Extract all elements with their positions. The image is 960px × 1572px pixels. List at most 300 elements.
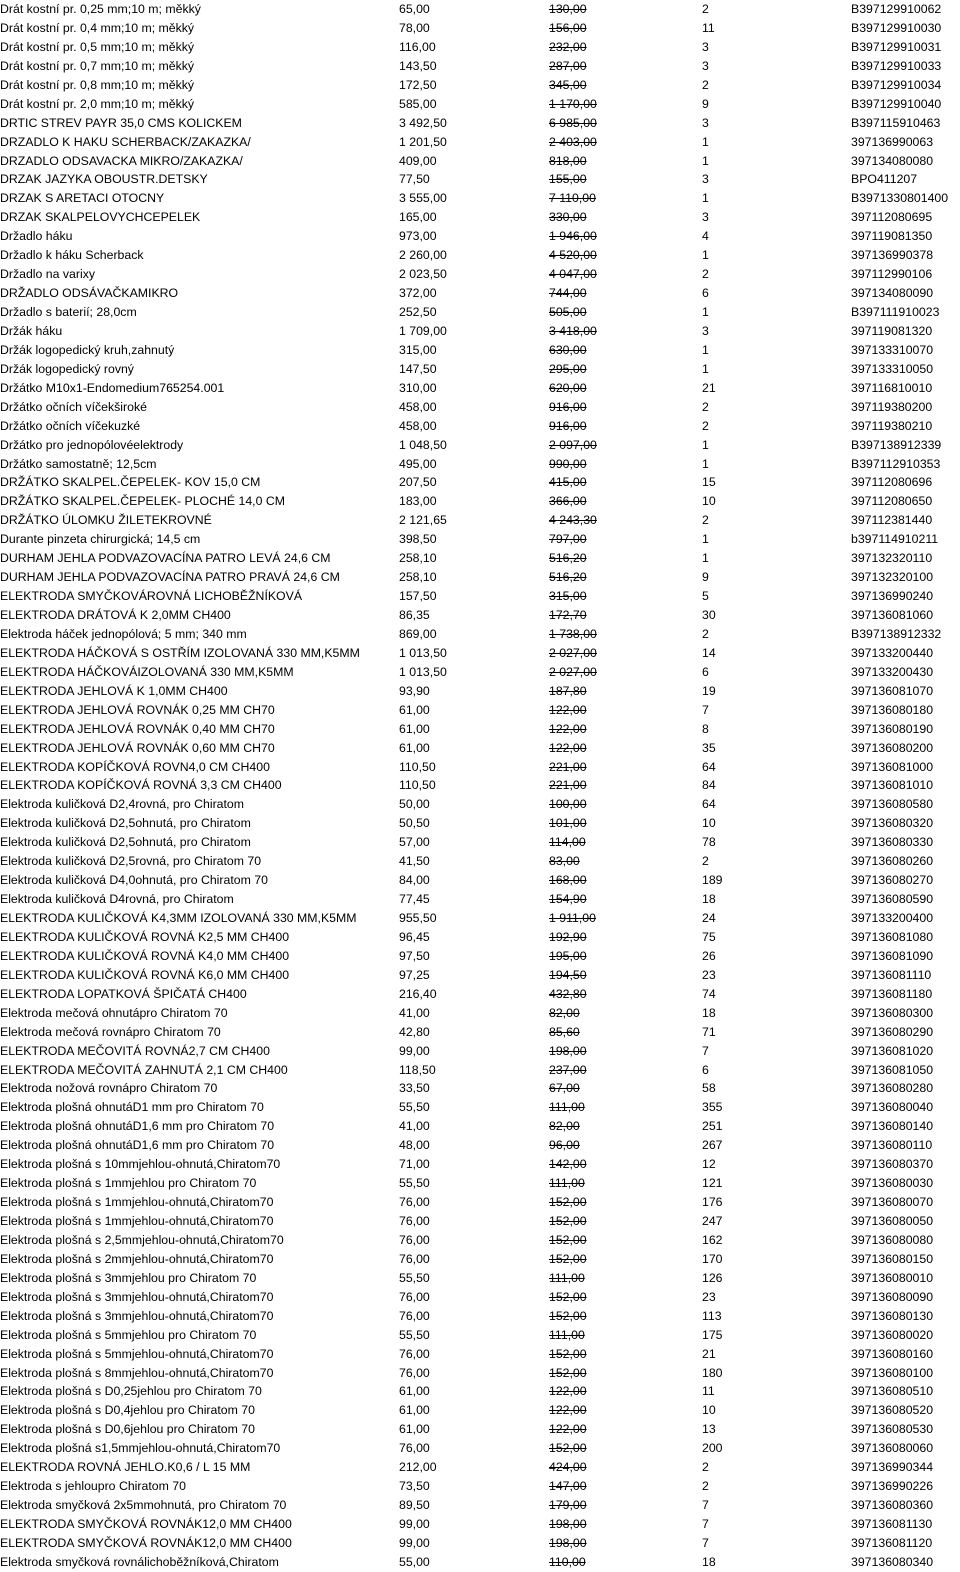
original-price: 366,00 [549,494,587,509]
product-code: 397119081320 [851,323,933,338]
product-code: 397119380200 [851,399,933,414]
price: 310,00 [399,380,437,395]
item-name: DRZAK JAZYKA OBOUSTR.DETSKY [0,172,208,187]
original-price: 168,00 [549,873,587,888]
original-price: 110,00 [549,1554,586,1569]
quantity: 6 [702,286,709,301]
quantity: 2 [702,1460,709,1475]
price: 55,50 [399,1176,430,1191]
product-code: 397133200400 [851,911,934,925]
quantity: 2 [702,626,709,641]
product-code: 397136080360 [851,1498,934,1513]
price: 372,00 [399,286,437,301]
product-code: 397112080696 [851,475,933,490]
item-name: Držadlo s baterií; 28,0cm [0,305,137,319]
quantity: 12 [702,1157,716,1172]
original-price: 797,00 [549,532,587,547]
quantity: 24 [702,911,716,925]
original-price: 154,90 [549,892,587,907]
quantity: 9 [702,96,709,111]
price: 61,00 [399,1422,430,1437]
quantity: 18 [702,1554,716,1569]
quantity: 180 [702,1365,723,1380]
quantity: 23 [702,1289,716,1304]
original-price: 111,00 [549,1270,585,1285]
item-name: Elektroda plošná ohnutáD1 mm pro Chiratom 70 [0,1100,264,1115]
original-price: 198,00 [549,1043,587,1058]
item-name: Držadlo háku [0,229,73,244]
table-row [0,1212,960,1231]
product-code: B397129910034 [851,77,942,92]
product-code: 397136080520 [851,1403,934,1418]
table-row [0,114,960,133]
product-code: B397129910033 [851,58,942,73]
table-row [0,833,960,852]
price: 315,00 [399,342,437,357]
table-row [0,776,960,795]
product-code: B397115910463 [851,115,941,130]
table-row [0,19,960,38]
original-price: 198,00 [549,1535,587,1550]
item-name: Drát kostní pr. 2,0 mm;10 m; měkký [0,96,195,111]
table-row [0,379,960,398]
item-name: ELEKTRODA HÁČKOVÁ S OSTŘÍM IZOLOVANÁ 330 MM,K5MM [0,645,360,660]
product-code: 397136080200 [851,740,934,755]
table-row [0,549,960,568]
quantity: 13 [702,1422,716,1437]
quantity: 1 [702,456,709,471]
original-price: 2 097,00 [549,437,597,452]
table-row [0,1042,960,1061]
item-name: Držadlo na varixy [0,267,95,282]
table-row [0,1023,960,1042]
price: 2 023,50 [399,267,447,282]
quantity: 19 [702,683,716,698]
product-code: 397112080695 [851,210,933,225]
product-code: B397111910023 [851,305,940,319]
price: 147,50 [399,361,437,376]
original-price: 122,00 [549,1384,587,1399]
original-price: 916,00 [549,399,587,414]
table-row [0,1155,960,1174]
table-row [0,284,960,303]
price: 61,00 [399,702,430,717]
table-row [0,492,960,511]
price: 61,00 [399,1384,430,1399]
original-price: 198,00 [549,1517,587,1531]
item-name: Elektroda plošná ohnutáD1,6 mm pro Chiratom 70 [0,1119,275,1134]
item-name: Elektroda kuličková D2,5ohnutá, pro Chiratom [0,835,251,850]
quantity: 11 [702,20,715,35]
quantity: 2 [702,267,709,282]
table-row [0,1534,960,1553]
item-name: Elektroda plošná s D0,6jehlou pro Chiratom 70 [0,1422,255,1437]
quantity: 189 [702,873,723,888]
product-code: B397112910353 [851,456,941,471]
quantity: 7 [702,1517,709,1531]
quantity: 2 [702,1479,709,1494]
table-row [0,985,960,1004]
product-code: 397119380210 [851,418,933,433]
original-price: 990,00 [549,456,587,471]
table-row [0,1553,960,1572]
item-name: Elektroda plošná s 2mmjehlou-ohnutá,Chiratom70 [0,1251,274,1266]
quantity: 247 [702,1214,723,1228]
product-code: 397136080070 [851,1195,934,1210]
price: 89,50 [399,1498,430,1513]
quantity: 11 [702,1384,715,1399]
quantity: 1 [702,437,709,452]
original-price: 221,00 [549,759,587,774]
product-code: 397112080650 [851,494,933,509]
item-name: ELEKTRODA HÁČKOVÁIZOLOVANÁ 330 MM,K5MM [0,664,294,679]
item-name: Držák logopedický rovný [0,361,134,376]
price: 2 260,00 [399,248,447,263]
table-row [0,1117,960,1136]
original-price: 82,00 [549,1005,580,1020]
original-price: 122,00 [549,702,587,717]
price: 93,90 [399,683,430,698]
product-code: 397136081110 [851,967,932,982]
quantity: 21 [702,380,716,395]
table-row [0,398,960,417]
item-name: ELEKTRODA KULIČKOVÁ ROVNÁ K4,0 MM CH400 [0,948,290,963]
original-price: 156,00 [549,20,587,35]
original-price: 916,00 [549,418,587,433]
table-row [0,1061,960,1080]
original-price: 4 520,00 [549,248,597,263]
table-row [0,1269,960,1288]
item-name: DRTIC STREV PAYR 35,0 CMS KOLICKEM [0,115,242,130]
item-name: Elektroda mečová rovnápro Chiratom 70 [0,1024,221,1039]
price: 76,00 [399,1346,430,1361]
price: 1 013,50 [399,645,447,660]
product-code: 397136080100 [851,1365,934,1380]
product-code: 397136081060 [851,608,934,622]
price: 61,00 [399,740,430,755]
table-row [0,76,960,95]
table-row [0,644,960,663]
item-name: ELEKTRODA KULIČKOVÁ ROVNÁ K2,5 MM CH400 [0,929,290,944]
table-row [0,1307,960,1326]
original-price: 330,00 [549,210,587,225]
item-name: ELEKTRODA DRÁTOVÁ K 2,0MM CH400 [0,608,231,622]
original-price: 1 946,00 [549,229,597,244]
quantity: 355 [702,1100,723,1115]
price: 76,00 [399,1441,430,1456]
original-price: 505,00 [549,305,587,319]
table-row [0,246,960,265]
product-code: B397138912339 [851,437,942,452]
original-price: 152,00 [549,1441,587,1456]
price: 1 709,00 [399,323,447,338]
item-name: ELEKTRODA KOPÍČKOVÁ ROVN4,0 CM CH400 [0,759,270,774]
table-row [0,1098,960,1117]
quantity: 267 [702,1138,723,1153]
product-code: 397136080530 [851,1422,934,1437]
original-price: 111,00 [549,1327,585,1342]
product-code: 397119081350 [851,229,933,244]
quantity: 78 [702,835,716,850]
price: 33,50 [399,1081,430,1096]
quantity: 3 [702,210,709,225]
original-price: 4 243,30 [549,513,597,528]
price: 216,40 [399,986,437,1001]
product-code: 397112381440 [851,513,933,528]
item-name: Elektroda mečová ohnutápro Chiratom 70 [0,1005,228,1020]
table-row [0,170,960,189]
product-code: 397136080080 [851,1232,934,1247]
original-price: 516,20 [549,570,587,585]
product-code: 397136080370 [851,1157,934,1172]
original-price: 147,00 [549,1479,587,1494]
table-row [0,568,960,587]
original-price: 152,00 [549,1289,587,1304]
product-code: 397133200440 [851,645,934,660]
product-code: 397136081070 [851,683,934,698]
product-code: 397136080090 [851,1289,934,1304]
item-name: Elektroda plošná s 1mmjehlou-ohnutá,Chiratom70 [0,1214,274,1228]
quantity: 2 [702,854,709,869]
original-price: 818,00 [549,153,587,168]
item-name: Elektroda háček jednopólová; 5 mm; 340 mm [0,626,247,641]
quantity: 5 [702,589,709,604]
price: 41,00 [399,1119,430,1134]
table-row [0,1401,960,1420]
item-name: Elektroda plošná s 1mmjehlou pro Chiratom 70 [0,1176,257,1191]
price: 143,50 [399,58,437,73]
item-name: Držadlo k háku Scherback [0,248,144,263]
table-row [0,322,960,341]
item-name: Elektroda plošná s 10mmjehlou-ohnutá,Chiratom70 [0,1157,281,1172]
price: 73,50 [399,1479,430,1494]
table-row [0,758,960,777]
original-price: 152,00 [549,1232,587,1247]
price: 1 013,50 [399,664,447,679]
original-price: 96,00 [549,1138,580,1153]
original-price: 187,80 [549,683,587,698]
item-name: Elektroda nožová rovnápro Chiratom 70 [0,1081,218,1096]
price: 183,00 [399,494,437,509]
table-row [0,701,960,720]
price: 110,50 [399,759,436,774]
original-price: 315,00 [549,589,587,604]
quantity: 1 [702,532,709,547]
item-name: ELEKTRODA KULIČKOVÁ ROVNÁ K6,0 MM CH400 [0,967,290,982]
quantity: 14 [702,645,716,660]
quantity: 2 [702,77,709,92]
product-code: 397136081130 [851,1517,933,1531]
product-code: 397136080260 [851,854,934,869]
table-row [0,871,960,890]
quantity: 1 [702,248,709,263]
price: 41,00 [399,1005,430,1020]
product-code: 397136080050 [851,1214,934,1228]
original-price: 1 170,00 [549,96,597,111]
table-row [0,1136,960,1155]
original-price: 100,00 [549,797,587,812]
table-row [0,530,960,549]
quantity: 3 [702,323,709,338]
table-row [0,1174,960,1193]
original-price: 152,00 [549,1195,587,1210]
original-price: 195,00 [549,948,587,963]
table-row [0,1420,960,1439]
product-code: 397134080080 [851,153,934,168]
item-name: Elektroda smyčková rovnálichoběžníková,Chiratom [0,1554,279,1569]
table-row [0,814,960,833]
original-price: 122,00 [549,1403,587,1418]
table-row [0,1382,960,1401]
quantity: 7 [702,1535,709,1550]
product-code: 397136990378 [851,248,934,263]
price: 1 201,50 [399,134,447,149]
table-row [0,152,960,171]
product-code: 397136081180 [851,986,933,1001]
item-name: Držátko očních víčekširoké [0,399,147,414]
quantity: 1 [702,342,709,357]
quantity: 1 [702,551,709,566]
price: 3 492,50 [399,115,447,130]
original-price: 630,00 [549,342,587,357]
original-price: 415,00 [549,475,587,490]
item-name: Drát kostní pr. 0,7 mm;10 m; měkký [0,58,195,73]
item-name: Držátko M10x1-Endomedium765254.001 [0,380,225,395]
table-row [0,606,960,625]
item-name: ELEKTRODA SMYČKOVÁROVNÁ LICHOBĚŽNÍKOVÁ [0,589,303,604]
price: 458,00 [399,418,437,433]
table-row [0,38,960,57]
price: 84,00 [399,873,430,888]
price: 585,00 [399,96,437,111]
table-row [0,1326,960,1345]
quantity: 7 [702,1498,709,1513]
quantity: 58 [702,1081,716,1096]
price: 76,00 [399,1232,430,1247]
price: 55,00 [399,1554,430,1569]
item-name: Držátko pro jednopólovéelektrody [0,437,184,452]
original-price: 152,00 [549,1346,587,1361]
original-price: 114,00 [549,835,586,850]
item-name: ELEKTRODA JEHLOVÁ ROVNÁK 0,40 MM CH70 [0,721,275,736]
table-row [0,265,960,284]
table-row [0,682,960,701]
quantity: 75 [702,929,716,944]
table-row [0,890,960,909]
original-price: 744,00 [549,286,587,301]
table-row [0,909,960,928]
product-code: 397136080190 [851,721,934,736]
original-price: 142,00 [549,1157,587,1172]
product-code: 397136080110 [851,1138,933,1153]
original-price: 82,00 [549,1119,580,1134]
price: 165,00 [399,210,437,225]
price: 76,00 [399,1195,430,1210]
original-price: 152,00 [549,1308,587,1323]
price: 97,50 [399,948,430,963]
price: 973,00 [399,229,437,244]
price: 3 555,00 [399,191,447,206]
product-code: B397129910031 [851,39,942,54]
product-code: 397133310070 [851,342,934,357]
original-price: 192,90 [549,929,587,944]
product-code: 397136081020 [851,1043,934,1058]
product-code: 397136080590 [851,892,934,907]
quantity: 8 [702,721,709,736]
product-code: 397136080160 [851,1346,934,1361]
price: 869,00 [399,626,437,641]
item-name: DURHAM JEHLA PODVAZOVACÍNA PATRO LEVÁ 24,6 CM [0,551,331,566]
item-name: Drát kostní pr. 0,25 mm;10 m; měkký [0,2,201,16]
quantity: 2 [702,399,709,414]
item-name: Elektroda kuličková D4,0ohnutá, pro Chiratom 70 [0,873,268,888]
table-row [0,739,960,758]
table-row [0,1477,960,1496]
original-price: 111,00 [549,1176,585,1191]
product-code: 397136990240 [851,589,934,604]
original-price: 287,00 [549,58,587,73]
original-price: 432,80 [549,986,587,1001]
original-price: 3 418,00 [549,323,597,338]
original-price: 6 985,00 [549,115,597,130]
item-name: DURHAM JEHLA PODVAZOVACÍNA PATRO PRAVÁ 24,6 CM [0,570,340,585]
quantity: 113 [702,1308,722,1323]
quantity: 175 [702,1327,723,1342]
original-price: 2 403,00 [549,134,597,149]
product-code: 397136081050 [851,1062,934,1077]
price: 99,00 [399,1535,430,1550]
table-row [0,133,960,152]
original-price: 130,00 [549,2,587,16]
table-row [0,1515,960,1534]
original-price: 424,00 [549,1460,587,1475]
quantity: 2 [702,513,709,528]
product-code: 397136990226 [851,1479,934,1494]
quantity: 3 [702,39,709,54]
quantity: 10 [702,1403,716,1418]
price: 77,50 [399,172,430,187]
original-price: 4 047,00 [549,267,597,282]
item-name: ELEKTRODA ROVNÁ JEHLO.K0,6 / L 15 MM [0,1460,251,1475]
quantity: 84 [702,778,716,793]
price: 258,10 [399,551,437,566]
table-row [0,0,960,19]
item-name: Elektroda plošná s 2,5mmjehlou-ohnutá,Chiratom70 [0,1232,284,1247]
quantity: 3 [702,172,709,187]
table-row [0,95,960,114]
table-row [0,1288,960,1307]
quantity: 64 [702,797,716,812]
product-code: 397136081010 [851,778,934,793]
price: 77,45 [399,892,430,907]
item-name: ELEKTRODA KOPÍČKOVÁ ROVNÁ 3,3 CM CH400 [0,778,282,793]
table-row [0,189,960,208]
quantity: 1 [702,305,709,319]
original-price: 194,50 [549,967,587,982]
original-price: 620,00 [549,380,587,395]
price: 458,00 [399,399,437,414]
product-code: 397136081090 [851,948,934,963]
price: 78,00 [399,20,430,35]
item-name: Držátko samostatně; 12,5cm [0,456,157,471]
item-name: Elektroda plošná s D0,25jehlou pro Chiratom 70 [0,1384,262,1399]
item-name: DRŽADLO ODSÁVAČKAMIKRO [0,286,179,301]
quantity: 64 [702,759,716,774]
product-code: 397136080060 [851,1441,934,1456]
quantity: 23 [702,967,716,982]
item-name: ELEKTRODA SMYČKOVÁ ROVNÁK12,0 MM CH400 [0,1535,292,1550]
item-name: Elektroda s jehloupro Chiratom 70 [0,1479,186,1494]
